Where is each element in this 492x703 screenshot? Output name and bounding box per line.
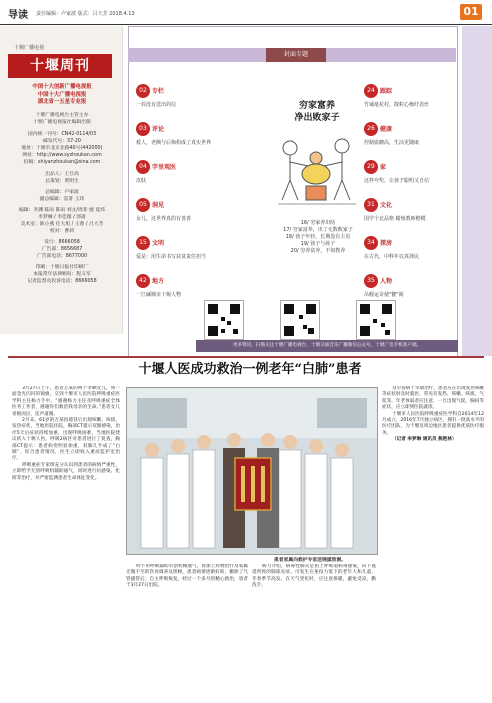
article-byline: （记者 李梦琳 通讯员 熊艳林）: [392, 437, 457, 443]
printing-line: 本报常年法律顾问：程义军: [33, 271, 91, 277]
toc-page-number: 34: [364, 236, 378, 250]
toc-page-number: 02: [136, 84, 150, 98]
printing-line: 记者监督及投诉电话：8666058: [27, 278, 97, 284]
toc-item-title: 人物: [380, 278, 393, 285]
feature-title-line: 净出败家子: [294, 113, 340, 123]
toc-item[interactable]: [364, 80, 456, 109]
article-paragraph: 杨力介绍，病毒性肺炎是由上呼吸道病毒感染，向下蔓延所致的肺部炎症。可发生在免疫力低下的老年人和儿童，冬春季节高发。在天气变化时，应注意保暖，避免受凉，勤洗手。: [252, 564, 376, 589]
section-divider: [8, 356, 484, 358]
toc-item[interactable]: [364, 194, 456, 223]
article-paragraph: 2月末，61岁的万某因感冒后出现咳嗽、咳痰、发热症状，当地医院住院，胸部CT提示双肺感染，治疗5天后症状持续加重，出现呼吸困难，当地医院建议转入十堰人医。呼吸2病区对患者进行了复查，胸部CT提示：患者病变明显加重，双肺几乎成了“白肺”，综合患者情况，医生立即收入重症监护室治疗。: [12, 418, 120, 462]
feature-title-line: 穷家富养: [298, 101, 335, 111]
toc-item[interactable]: [136, 270, 286, 299]
cartoon-family-illustration: [268, 130, 366, 212]
qr-code-icon[interactable]: [280, 300, 320, 340]
toc-item-desc: 爱是：用生命书写扶贫责任担当: [136, 254, 207, 260]
article-paragraph: 3月27日上午，患者万某的两个孝顺女儿，将一面金光闪闪的锦旗，交到十堰市人民医院呼吸重症医学科主任杨力手中。“感谢杨力主任及呼吸重症全体医务工作者，感谢你们救治我母亲的生命。”患者女儿喜极而泣，连声道谢。: [12, 386, 120, 417]
masthead-award: 中国十大广播电视报: [37, 91, 87, 98]
phone-line: 广告部电话：8677000: [36, 253, 88, 259]
toc-item[interactable]: [136, 118, 286, 147]
staff-line: 美术室：陈小燕 任大旭 / 王蓉 / 吕大芳: [20, 221, 104, 227]
masthead-detail: 投稿：shiyanzhoukan@sina.com: [23, 159, 101, 165]
masthead-award: 湖北省一五星专业报: [37, 99, 87, 106]
masthead-detail: 地址：十堰市北京北路40号(442000): [21, 145, 103, 151]
feature-article[interactable]: 20/ 穷养富养，不如教养: [290, 248, 346, 254]
toc-item-desc: 这样夸奖，让孩子聪明又自信: [364, 178, 430, 184]
toc-item-desc: 控制血糖高，生活更随康: [364, 140, 420, 146]
toc-band-label: 封面专题: [266, 48, 326, 62]
masthead-subtitle: 十堰广播电视: [14, 45, 45, 51]
toc-item-title: 洞见: [152, 202, 165, 209]
toc-item-title: 健康: [380, 126, 393, 133]
toc-page-number: 24: [364, 84, 378, 98]
feature-article[interactable]: 17/ 穷家富养，出了无数败家子: [283, 227, 353, 233]
toc-item-desc: 女儿，这世界真的有善善: [136, 216, 192, 222]
qr-code-icon[interactable]: [356, 300, 396, 340]
printing-line: 印刷：十堰日报社印刷厂: [35, 264, 89, 270]
toc-page-number: 05: [136, 198, 150, 212]
article-paragraph: 呼吸重症专家组充分认识到患者的病情严重性，立即给予无创呼吸机辅助通气，同时进行抗感染、化痰等治疗，并严密监测患者生命体征变化。: [12, 462, 120, 481]
masthead-logo: 十堰周刊: [8, 54, 112, 78]
toc-item-desc: 在古代，中科年以真择民: [364, 254, 420, 260]
staff-line: 出品人：王仕高: [45, 171, 79, 177]
masthead-sponsor: 十堰广播电视报社编辑出版: [33, 119, 91, 125]
header-meta: 责任编辑：卢家波 版式：吕大芳 2018.4.13: [36, 11, 135, 17]
toc-footer-band: 更多资讯，扫描关注十堰广播电视台，十堰交通音乐广播微信公众号，十堰广电手机客户端。: [196, 340, 458, 352]
toc-page-number: 42: [136, 274, 150, 288]
toc-item-title: 地方: [152, 278, 165, 285]
feature-title[interactable]: [272, 100, 362, 124]
toc-item[interactable]: [136, 80, 286, 109]
toc-item-title: 跟踪: [380, 88, 393, 95]
photo-caption: 患者家属向救护专家送锦旗致谢。: [274, 558, 346, 563]
toc-item-desc: 竹诫毫花村，散粒心操纾表丝: [364, 102, 430, 108]
toc-item[interactable]: [136, 156, 286, 185]
article-column-1: [12, 386, 120, 702]
feature-article[interactable]: 19/ 孩子与孙子: [300, 241, 336, 247]
toc-item-desc: 一江碱城市十堰人物: [136, 292, 182, 298]
toc-page-number: 35: [364, 274, 378, 288]
toc-item[interactable]: [364, 270, 456, 299]
section-label: 导读: [8, 10, 28, 21]
staff-line: 校对：曹莉: [50, 228, 74, 234]
toc-item-desc: 国学个北品格 蜡烛教师楷模: [364, 216, 426, 222]
toc-item[interactable]: [136, 194, 286, 223]
staff-line: 编辑：李渊 陈雨 陈雨 刘文/周菲 廖 夏炜: [19, 207, 105, 213]
toc-item-title: 字里观医: [152, 164, 177, 171]
staff-line: 总编辑：卢家波: [45, 189, 79, 195]
page-number: 01: [460, 4, 482, 20]
article-paragraph: 及早发病于早期治疗，患者应在出现发热咳嗽等症状时及时就医，常见有发热、咳嗽、咳痰、气促等。年老体弱者应注意，一旦出现气促、胸闷等症状，应立即到医院就诊。: [382, 386, 484, 411]
feature-article-list: [270, 220, 366, 255]
masthead-detail: 邮发代号：37-20: [43, 138, 81, 144]
staff-line: 李梦琳 / 李佳薇 / 郭蔷: [38, 214, 86, 220]
qr-code-icon[interactable]: [204, 300, 244, 340]
toc-item-title: 专栏: [152, 88, 165, 95]
article-column-2a: [126, 564, 248, 702]
toc-item[interactable]: [364, 118, 456, 147]
toc-page-number: 26: [364, 122, 378, 136]
toc-item-title: 文化: [380, 202, 393, 209]
feature-article[interactable]: 16/ 穷家养出啥: [300, 220, 336, 226]
toc-item-title: 探房: [380, 240, 393, 247]
toc-item-desc: 一封没有送出的信: [136, 102, 177, 108]
toc-page-number: 04: [136, 160, 150, 174]
staff-line: 副总编辑：雷菁 王玮: [39, 196, 85, 202]
toc-item-desc: 吊舰运奇使"貔"阁: [364, 292, 404, 298]
article-headline: 十堰人医成功救治一例老年“白肺”患者: [138, 362, 362, 377]
hospital-staff-photo: [126, 387, 378, 555]
article-column-3: [382, 386, 484, 702]
toc-item-title: 评论: [152, 126, 165, 133]
toc-page-number: 03: [136, 122, 150, 136]
toc-item-title: 文明: [152, 240, 165, 247]
masthead-sponsor: 十堰广播电视台主管主办: [35, 112, 89, 118]
masthead-award: 中国十大创新广播电视报: [32, 84, 92, 90]
side-decor-band: [462, 26, 492, 356]
toc-page-number: 31: [364, 198, 378, 212]
toc-item-desc: 救人，老侧与后悔构成了真实世界: [136, 140, 212, 146]
masthead-detail: 网址：http://www.syzhoukan.com: [22, 152, 102, 158]
feature-article[interactable]: 18/ 孩子年轻，长期没有主见: [285, 234, 351, 240]
toc-item[interactable]: [136, 232, 286, 261]
qr-code-row: [180, 300, 450, 340]
article-column-2b: [252, 564, 376, 702]
toc-item-title: 家: [380, 164, 387, 171]
phone-line: 发行：8666058: [44, 239, 80, 245]
toc-item[interactable]: [364, 156, 456, 185]
phone-line: 广告部：8656687: [41, 246, 83, 252]
masthead-details: [6, 84, 118, 285]
toc-item[interactable]: [364, 232, 456, 261]
staff-line: 总策划：黄明生: [45, 178, 79, 184]
toc-page-number: 15: [136, 236, 150, 250]
article-paragraph: 十堰市人民医院呼吸重症医学科自2014年12月成立，2016年7月独立病区，拥有一批高水平的医疗团队，为十堰及周边地区患者提供优质医疗服务。: [382, 411, 484, 436]
toc-item-desc: 皮肤: [136, 178, 147, 184]
toc-page-number: 29: [364, 160, 378, 174]
article-paragraph: 时不用呼吸辅助有创机械通气，再加上药物治疗及家属无微不至的饮食调养及照顾，患者病情逐渐好转，撤除了气管插管后，自主呼吸恢复。经过一个多月的精心救治，患者于3月27日出院。: [126, 564, 248, 589]
masthead-detail: 国内统一刊号：CN42-0114/03: [27, 131, 97, 137]
